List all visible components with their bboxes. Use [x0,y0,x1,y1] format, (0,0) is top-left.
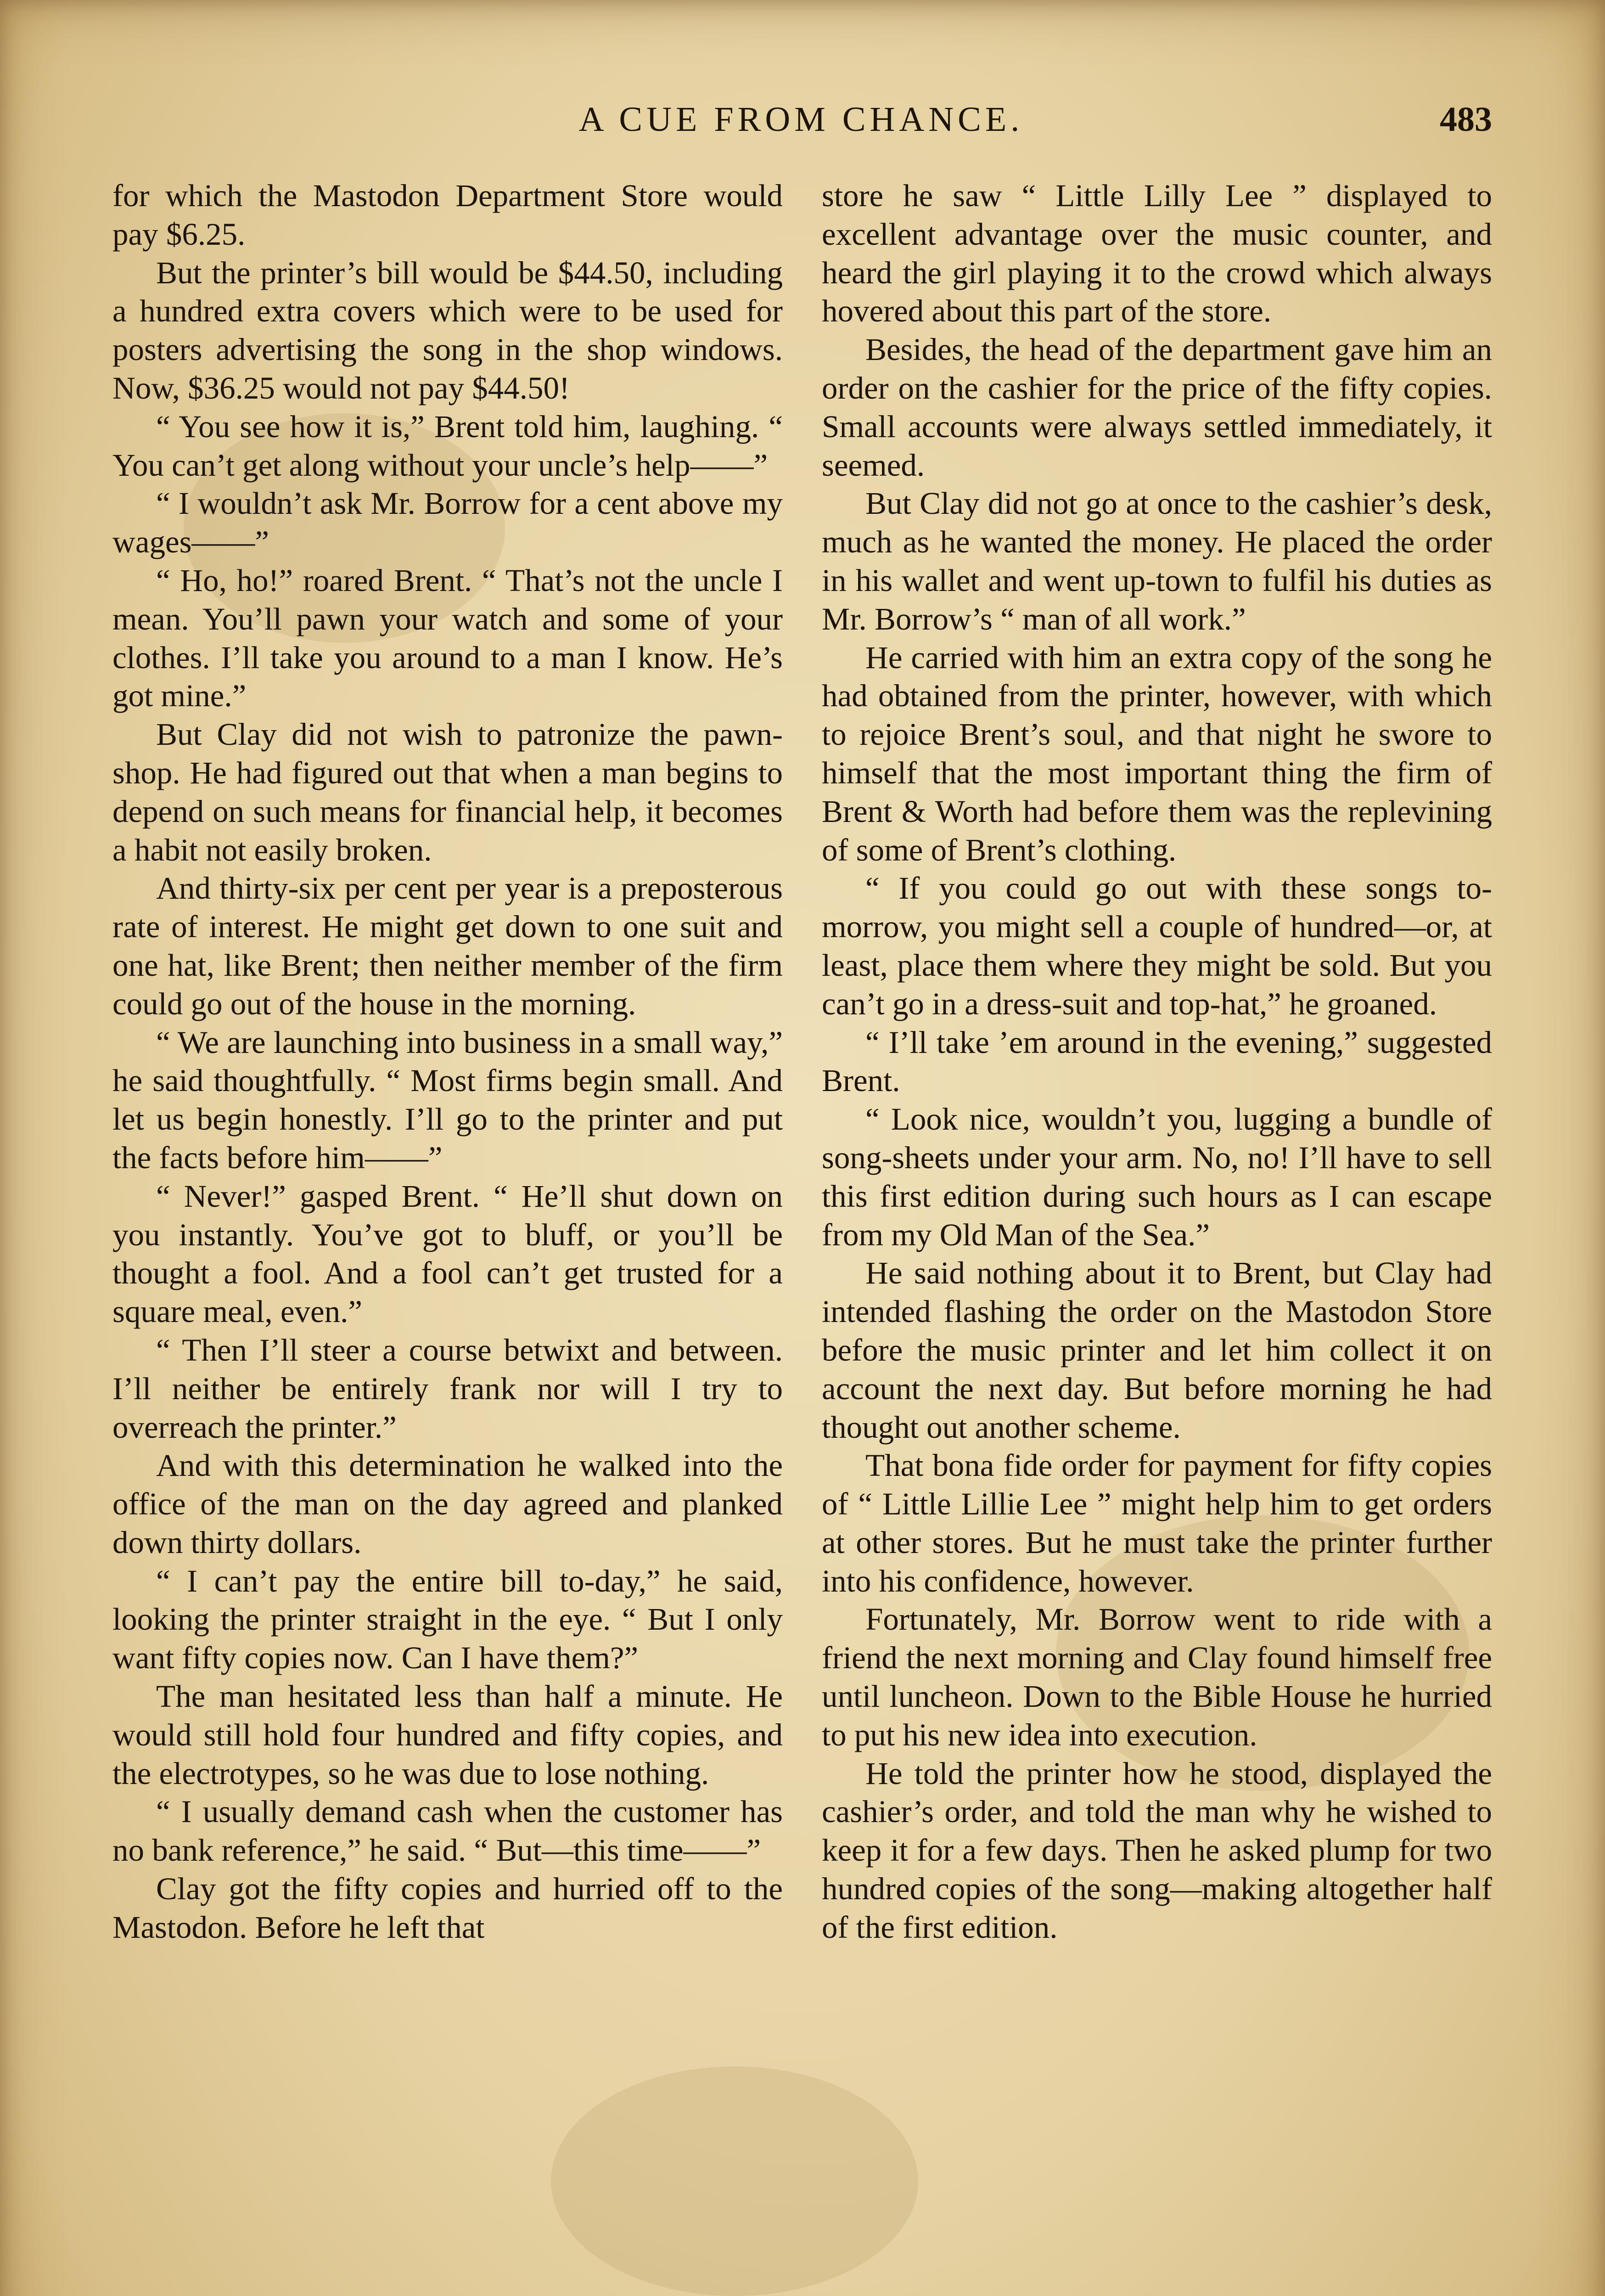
paragraph: And with this determination he walked into the office of the man on the day agreed and planked down thirty dollars. [112,1448,783,1560]
paragraph: He said nothing about it to Brent, but Clay had intended flashing the order on the Mastodon Store before the music printer and let him collect it on account the next day. But before morning he had thought out another scheme. [822,1255,1492,1445]
left-column [112,177,783,1947]
paragraph: But Clay did not wish to patronize the pawn-shop. He had figured out that when a man begins to depend on such means for financial help, it becomes a habit not easily broken. [112,717,783,867]
paragraph: The man hesitated less than half a minute. He would still hold four hundred and fifty copies, and the electrotypes, so he was due to lose nothing. [112,1679,783,1791]
paper-stain [551,2066,918,2296]
paragraph: “ I’ll take ’em around in the evening,” suggested Brent. [822,1024,1492,1098]
running-title: A CUE FROM CHANCE. [578,100,1024,139]
paragraph: for which the Mastodon Department Store would pay $6.25. [112,178,783,252]
paragraph: Clay got the fifty copies and hurried off to the Mastodon. Before he left that [112,1871,783,1945]
paragraph: “ Ho, ho!” roared Brent. “ That’s not the uncle I mean. You’ll pawn your watch and some of your clothes. I’ll take you around to a man I know. He’s got mine.” [112,563,783,714]
paragraph: He told the printer how he stood, displayed the cashier’s order, and told the man why he wished to keep it for a few days. Then he asked plump for two hundred copies of the song—making altogether half of the first edition. [822,1756,1492,1945]
paragraph: “ You see how it is,” Brent told him, laughing. “ You can’t get along without your uncle’s help——” [112,409,783,483]
paragraph: “ If you could go out with these songs to-morrow, you might sell a couple of hundred—or, at least, place them where they might be sold. But you can’t go in a dress-suit and top-hat,” he groaned. [822,871,1492,1021]
paragraph: “ Then I’ll steer a course betwixt and between. I’ll neither be entirely frank nor will I try to overreach the printer.” [112,1332,783,1445]
paragraph: Fortunately, Mr. Borrow went to ride with a friend the next morning and Clay found himself free until luncheon. Down to the Bible House he hurried to put his new idea into execution. [822,1602,1492,1752]
right-column [822,177,1492,1947]
paragraph: And thirty-six per cent per year is a preposterous rate of interest. He might get down to one suit and one hat, like Brent; then neither member of the firm could go out of the house in the morning. [112,871,783,1021]
paragraph: “ We are launching into business in a small way,” he said thoughtfully. “ Most firms begin small. And let us begin honestly. I’ll go to the printer and put the facts before him——” [112,1024,783,1175]
paragraph: That bona fide order for payment for fifty copies of “ Little Lillie Lee ” might help him to get orders at other stores. But he must take the printer further into his confidence, however. [822,1448,1492,1598]
paragraph: But the printer’s bill would be $44.50, including a hundred extra covers which were to be used for posters advertising the song in the shop windows. Now, $36.25 would not pay $44.50! [112,255,783,405]
paragraph: He carried with him an extra copy of the song he had obtained from the printer, however, with which to rejoice Brent’s soul, and that night he swore to himself that the most important thing the firm of Brent & Worth had before them was the replevining of some of Brent’s clothing. [822,640,1492,867]
page-header [110,92,1492,147]
paragraph: “ Never!” gasped Brent. “ He’ll shut down on you instantly. You’ve got to bluff, or you’ll be thought a fool. And a fool can’t get trusted for a square meal, even.” [112,1178,783,1329]
paragraph: “ I wouldn’t ask Mr. Borrow for a cent above my wages——” [112,486,783,560]
paragraph: Besides, the head of the department gave him an order on the cashier for the price of the fifty copies. Small accounts were always settled immediately, it seemed. [822,332,1492,483]
paragraph: “ Look nice, wouldn’t you, lugging a bundle of song-sheets under your arm. No, no! I’ll have to sell this first edition during such hours as I can escape from my Old Man of the Sea.” [822,1102,1492,1252]
paragraph: “ I usually demand cash when the customer has no bank reference,” he said. “ But—this time——” [112,1794,783,1868]
paragraph: store he saw “ Little Lilly Lee ” displayed to excellent advantage over the music counter, and heard the girl playing it to the crowd which always hovered about this part of the store. [822,178,1492,329]
paragraph: “ I can’t pay the entire bill to-day,” he said, looking the printer straight in the eye. “ But I only want fifty copies now. Can I have them?” [112,1563,783,1676]
page-number: 483 [1440,100,1492,139]
paragraph: But Clay did not go at once to the cashier’s desk, much as he wanted the money. He placed the order in his wallet and went up-town to fulfil his duties as Mr. Borrow’s “ man of all work.” [822,486,1492,636]
